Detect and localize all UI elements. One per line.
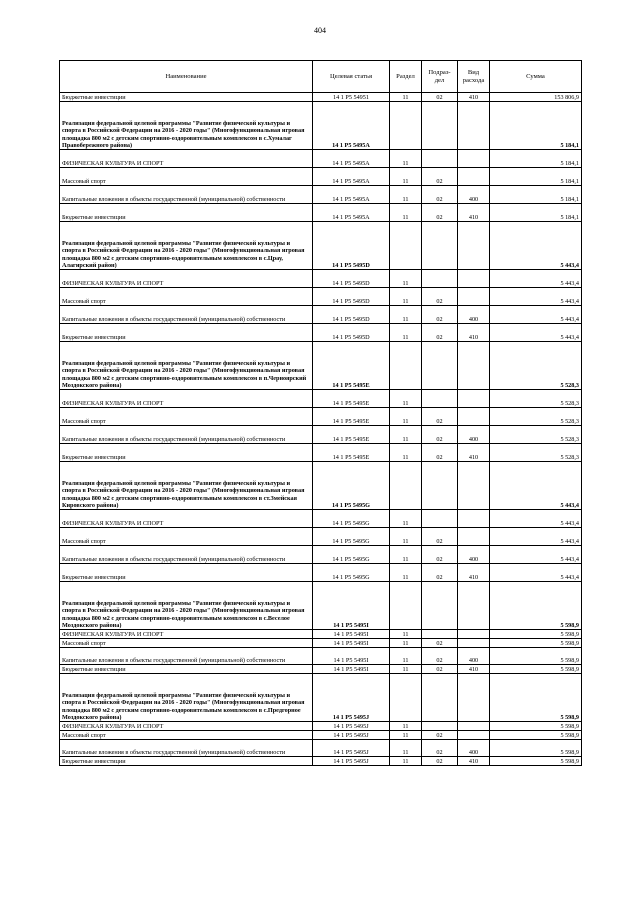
cell-section: 11 [390, 150, 422, 168]
cell-sum: 5 184,1 [490, 186, 582, 204]
program-row [60, 102, 582, 150]
cell-target: 14 1 P5 5495J [313, 740, 390, 757]
cell-section: 11 [390, 324, 422, 342]
cell-expense-type: 410 [458, 444, 490, 462]
table-header-row [60, 61, 582, 93]
cell-name: Реализация федеральной целевой программы "Развитие физической культуры и спорта в Российской Федерации на 2016 - 2020 годы" (Многофункциональная игровая площадка 800 м2 с детским спортивно-оздоровительным комплексом в с.Веселое Моздокского района) [60, 582, 313, 630]
program-row [60, 582, 582, 630]
cell-sum: 5 528,3 [490, 342, 582, 390]
cell-section: 11 [390, 564, 422, 582]
cell-section: 11 [390, 186, 422, 204]
cell-section: 11 [390, 390, 422, 408]
cell-expense-type [458, 102, 490, 150]
cell-section: 11 [390, 93, 422, 102]
table-row [60, 288, 582, 306]
cell-name: Реализация федеральной целевой программы "Развитие физической культуры и спорта в Российской Федерации на 2016 - 2020 годы" (Многофункциональная игровая площадка 800 м2 с детским спортивно-оздоровительным комплексом в с.Црау, Алагирский район) [60, 222, 313, 270]
cell-target: 14 1 P5 5495E [313, 390, 390, 408]
cell-target: 14 1 P5 5495E [313, 342, 390, 390]
budget-table [59, 60, 582, 766]
cell-section [390, 674, 422, 722]
cell-expense-type [458, 222, 490, 270]
cell-subsection [422, 510, 458, 528]
cell-subsection: 02 [422, 639, 458, 648]
cell-subsection: 02 [422, 564, 458, 582]
cell-sum: 5 184,1 [490, 102, 582, 150]
cell-expense-type: 400 [458, 546, 490, 564]
cell-name: Капитальные вложения в объекты государственной (муниципальной) собственности [60, 648, 313, 665]
cell-target: 14 1 P5 5495D [313, 270, 390, 288]
cell-section: 11 [390, 204, 422, 222]
table-row [60, 757, 582, 766]
cell-name: Бюджетные инвестиции [60, 757, 313, 766]
cell-subsection [422, 674, 458, 722]
cell-target: 14 1 P5 5495J [313, 757, 390, 766]
cell-expense-type [458, 288, 490, 306]
cell-target: 14 1 P5 5495I [313, 630, 390, 639]
cell-sum: 5 443,4 [490, 222, 582, 270]
cell-subsection: 02 [422, 408, 458, 426]
cell-section: 11 [390, 722, 422, 731]
cell-sum: 5 184,1 [490, 150, 582, 168]
cell-target: 14 1 P5 5495G [313, 510, 390, 528]
cell-target: 14 1 P5 5495A [313, 102, 390, 150]
table-row [60, 306, 582, 324]
cell-expense-type [458, 168, 490, 186]
table-row [60, 408, 582, 426]
cell-section: 11 [390, 288, 422, 306]
cell-sum: 5 184,1 [490, 168, 582, 186]
cell-expense-type [458, 582, 490, 630]
cell-expense-type: 400 [458, 740, 490, 757]
cell-sum: 5 528,3 [490, 408, 582, 426]
table-row [60, 630, 582, 639]
cell-section: 11 [390, 426, 422, 444]
table-row [60, 564, 582, 582]
cell-expense-type [458, 390, 490, 408]
table-row [60, 426, 582, 444]
cell-section: 11 [390, 270, 422, 288]
table-row [60, 324, 582, 342]
cell-target: 14 1 P5 5495J [313, 731, 390, 740]
cell-subsection [422, 722, 458, 731]
table-row [60, 270, 582, 288]
cell-sum: 5 598,9 [490, 665, 582, 674]
cell-subsection: 02 [422, 444, 458, 462]
cell-subsection [422, 102, 458, 150]
cell-sum: 5 443,4 [490, 564, 582, 582]
cell-section: 11 [390, 648, 422, 665]
header-subsection: Подраз- дел [422, 61, 458, 93]
cell-name: Реализация федеральной целевой программы "Развитие физической культуры и спорта в Российской Федерации на 2016 - 2020 годы" (Многофункциональная игровая площадка 800 м2 с детским спортивно-оздоровительным комплексом в с.Хумалаг Правобережного района) [60, 102, 313, 150]
cell-expense-type [458, 674, 490, 722]
header-sum: Сумма [490, 61, 582, 93]
cell-expense-type [458, 342, 490, 390]
cell-expense-type: 410 [458, 564, 490, 582]
cell-subsection: 02 [422, 528, 458, 546]
cell-sum: 5 598,9 [490, 582, 582, 630]
header-target: Целевая статья [313, 61, 390, 93]
table-row [60, 510, 582, 528]
cell-sum: 5 528,3 [490, 390, 582, 408]
cell-sum: 5 443,4 [490, 528, 582, 546]
cell-name: ФИЗИЧЕСКАЯ КУЛЬТУРА И СПОРТ [60, 722, 313, 731]
cell-sum: 5 443,4 [490, 270, 582, 288]
cell-target: 14 1 P5 54951 [313, 93, 390, 102]
cell-expense-type [458, 270, 490, 288]
cell-name: Массовый спорт [60, 288, 313, 306]
table-body [60, 93, 582, 766]
cell-name: Капитальные вложения в объекты государственной (муниципальной) собственности [60, 426, 313, 444]
program-row [60, 342, 582, 390]
cell-section: 11 [390, 740, 422, 757]
cell-subsection [422, 390, 458, 408]
cell-sum: 5 598,9 [490, 757, 582, 766]
cell-subsection: 02 [422, 648, 458, 665]
page-number: 404 [314, 26, 326, 35]
cell-target: 14 1 P5 5495E [313, 408, 390, 426]
cell-expense-type [458, 150, 490, 168]
cell-expense-type: 410 [458, 204, 490, 222]
cell-sum: 5 598,9 [490, 740, 582, 757]
cell-section: 11 [390, 444, 422, 462]
cell-section: 11 [390, 665, 422, 674]
cell-subsection: 02 [422, 324, 458, 342]
table-row [60, 444, 582, 462]
cell-sum: 5 184,1 [490, 204, 582, 222]
program-row [60, 222, 582, 270]
cell-target: 14 1 P5 5495E [313, 444, 390, 462]
table-row [60, 731, 582, 740]
cell-target: 14 1 P5 5495A [313, 204, 390, 222]
cell-name: Капитальные вложения в объекты государственной (муниципальной) собственности [60, 546, 313, 564]
cell-expense-type: 400 [458, 648, 490, 665]
cell-name: ФИЗИЧЕСКАЯ КУЛЬТУРА И СПОРТ [60, 270, 313, 288]
cell-section [390, 462, 422, 510]
cell-name: Капитальные вложения в объекты государственной (муниципальной) собственности [60, 306, 313, 324]
cell-target: 14 1 P5 5495A [313, 168, 390, 186]
cell-subsection: 02 [422, 288, 458, 306]
cell-subsection [422, 270, 458, 288]
table-row [60, 390, 582, 408]
cell-subsection [422, 342, 458, 390]
cell-section: 11 [390, 546, 422, 564]
cell-section [390, 582, 422, 630]
cell-sum: 5 598,9 [490, 731, 582, 740]
cell-expense-type: 410 [458, 324, 490, 342]
cell-expense-type [458, 462, 490, 510]
cell-section [390, 342, 422, 390]
cell-sum: 5 598,9 [490, 630, 582, 639]
cell-section: 11 [390, 510, 422, 528]
cell-target: 14 1 P5 5495G [313, 528, 390, 546]
cell-section: 11 [390, 731, 422, 740]
cell-expense-type [458, 408, 490, 426]
cell-name: Реализация федеральной целевой программы "Развитие физической культуры и спорта в Российской Федерации на 2016 - 2020 годы" (Многофункциональная игровая площадка 800 м2 с детским спортивно-оздоровительным комплексом в п.Черноярский Моздокского района) [60, 342, 313, 390]
table-row [60, 648, 582, 665]
cell-section: 11 [390, 757, 422, 766]
cell-name: Капитальные вложения в объекты государственной (муниципальной) собственности [60, 186, 313, 204]
cell-target: 14 1 P5 5495A [313, 150, 390, 168]
cell-section [390, 222, 422, 270]
program-row [60, 462, 582, 510]
cell-name: Массовый спорт [60, 528, 313, 546]
table-row [60, 740, 582, 757]
cell-subsection [422, 222, 458, 270]
cell-subsection: 02 [422, 731, 458, 740]
table-row [60, 186, 582, 204]
table-row [60, 722, 582, 731]
cell-expense-type [458, 722, 490, 731]
table-row [60, 665, 582, 674]
cell-subsection: 02 [422, 93, 458, 102]
cell-sum: 5 443,4 [490, 306, 582, 324]
header-name: Наименование [60, 61, 313, 93]
cell-sum: 153 806,9 [490, 93, 582, 102]
cell-expense-type: 400 [458, 426, 490, 444]
cell-expense-type [458, 510, 490, 528]
cell-subsection: 02 [422, 186, 458, 204]
cell-sum: 5 598,9 [490, 648, 582, 665]
cell-name: Реализация федеральной целевой программы "Развитие физической культуры и спорта в Российской Федерации на 2016 - 2020 годы" (Многофункциональная игровая площадка 800 м2 с детским спортивно-оздоровительным комплексом в ст.Змейская Кировского района) [60, 462, 313, 510]
cell-target: 14 1 P5 5495G [313, 462, 390, 510]
cell-name: Массовый спорт [60, 168, 313, 186]
cell-subsection [422, 462, 458, 510]
cell-name: Бюджетные инвестиции [60, 204, 313, 222]
table-row [60, 546, 582, 564]
table-row [60, 639, 582, 648]
cell-expense-type [458, 639, 490, 648]
cell-name: ФИЗИЧЕСКАЯ КУЛЬТУРА И СПОРТ [60, 630, 313, 639]
cell-name: ФИЗИЧЕСКАЯ КУЛЬТУРА И СПОРТ [60, 150, 313, 168]
header-section: Раздел [390, 61, 422, 93]
cell-name: Массовый спорт [60, 731, 313, 740]
cell-name: Бюджетные инвестиции [60, 444, 313, 462]
cell-target: 14 1 P5 5495D [313, 288, 390, 306]
cell-target: 14 1 P5 5495G [313, 564, 390, 582]
cell-sum: 5 598,9 [490, 674, 582, 722]
program-row [60, 674, 582, 722]
cell-expense-type: 410 [458, 665, 490, 674]
cell-subsection [422, 630, 458, 639]
cell-sum: 5 528,3 [490, 444, 582, 462]
cell-expense-type: 400 [458, 186, 490, 204]
cell-subsection: 02 [422, 665, 458, 674]
cell-section: 11 [390, 528, 422, 546]
cell-subsection: 02 [422, 740, 458, 757]
cell-target: 14 1 P5 5495I [313, 648, 390, 665]
cell-sum: 5 598,9 [490, 639, 582, 648]
table-row [60, 528, 582, 546]
cell-name: Реализация федеральной целевой программы "Развитие физической культуры и спорта в Российской Федерации на 2016 - 2020 годы" (Многофункциональная игровая площадка 800 м2 с детским спортивно-оздоровительным комплексом в с.Предгорное Моздокского района) [60, 674, 313, 722]
cell-sum: 5 443,4 [490, 288, 582, 306]
cell-name: Бюджетные инвестиции [60, 93, 313, 102]
cell-expense-type [458, 630, 490, 639]
cell-expense-type: 410 [458, 93, 490, 102]
cell-target: 14 1 P5 5495A [313, 186, 390, 204]
table-row [60, 150, 582, 168]
cell-subsection: 02 [422, 757, 458, 766]
cell-name: Бюджетные инвестиции [60, 665, 313, 674]
cell-target: 14 1 P5 5495D [313, 222, 390, 270]
cell-expense-type: 400 [458, 306, 490, 324]
cell-target: 14 1 P5 5495D [313, 324, 390, 342]
cell-sum: 5 443,4 [490, 462, 582, 510]
cell-subsection: 02 [422, 168, 458, 186]
cell-target: 14 1 P5 5495I [313, 639, 390, 648]
cell-name: ФИЗИЧЕСКАЯ КУЛЬТУРА И СПОРТ [60, 390, 313, 408]
cell-section [390, 102, 422, 150]
cell-name: ФИЗИЧЕСКАЯ КУЛЬТУРА И СПОРТ [60, 510, 313, 528]
cell-name: Массовый спорт [60, 408, 313, 426]
table-row [60, 93, 582, 102]
cell-subsection: 02 [422, 546, 458, 564]
cell-name: Бюджетные инвестиции [60, 324, 313, 342]
cell-section: 11 [390, 639, 422, 648]
cell-name: Бюджетные инвестиции [60, 564, 313, 582]
table-row [60, 204, 582, 222]
cell-target: 14 1 P5 5495D [313, 306, 390, 324]
cell-target: 14 1 P5 5495I [313, 665, 390, 674]
cell-target: 14 1 P5 5495I [313, 582, 390, 630]
header-expense-type: Вид расхода [458, 61, 490, 93]
cell-sum: 5 443,4 [490, 546, 582, 564]
cell-sum: 5 443,4 [490, 324, 582, 342]
cell-section: 11 [390, 408, 422, 426]
cell-name: Массовый спорт [60, 639, 313, 648]
cell-sum: 5 528,3 [490, 426, 582, 444]
table-row [60, 168, 582, 186]
cell-expense-type [458, 731, 490, 740]
cell-subsection [422, 150, 458, 168]
cell-subsection: 02 [422, 306, 458, 324]
cell-expense-type: 410 [458, 757, 490, 766]
cell-sum: 5 598,9 [490, 722, 582, 731]
cell-target: 14 1 P5 5495E [313, 426, 390, 444]
cell-sum: 5 443,4 [490, 510, 582, 528]
cell-target: 14 1 P5 5495J [313, 674, 390, 722]
cell-expense-type [458, 528, 490, 546]
cell-name: Капитальные вложения в объекты государственной (муниципальной) собственности [60, 740, 313, 757]
cell-section: 11 [390, 306, 422, 324]
cell-subsection: 02 [422, 426, 458, 444]
cell-section: 11 [390, 630, 422, 639]
cell-subsection [422, 582, 458, 630]
cell-section: 11 [390, 168, 422, 186]
cell-subsection: 02 [422, 204, 458, 222]
cell-target: 14 1 P5 5495G [313, 546, 390, 564]
cell-target: 14 1 P5 5495J [313, 722, 390, 731]
